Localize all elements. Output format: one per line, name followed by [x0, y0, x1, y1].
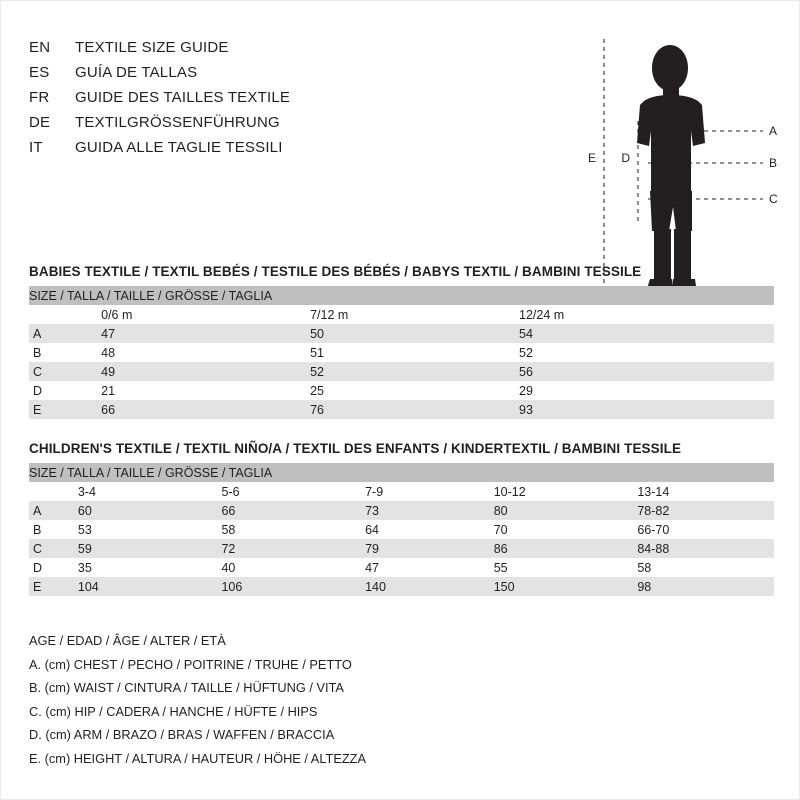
children-col-header-0: 3-4: [77, 484, 96, 499]
language-title: GUIDE DES TAILLES TEXTILE: [75, 89, 291, 106]
table-row: [29, 539, 774, 558]
babies-row-label: A: [33, 326, 42, 341]
legend-a-chest: A. (cm) CHEST / PECHO / POITRINE / TRUHE / PETTO: [29, 656, 352, 672]
children-cell: 66-70: [637, 522, 670, 537]
language-row-en: [29, 39, 449, 64]
language-title: TEXTILGRÖSSENFÜHRUNG: [75, 114, 280, 131]
babies-cell: 56: [519, 364, 533, 379]
children-cell: 73: [365, 503, 379, 518]
babies-cell: 93: [519, 402, 533, 417]
language-title: TEXTILE SIZE GUIDE: [75, 39, 229, 56]
children-band-row: [29, 463, 774, 482]
language-row-it: [29, 139, 449, 164]
children-cell: 84-88: [637, 541, 670, 556]
language-row-fr: [29, 89, 449, 114]
children-cell: 60: [77, 503, 92, 518]
language-row-es: [29, 64, 449, 89]
language-code: DE: [29, 114, 51, 131]
legend-d-arm: D. (cm) ARM / BRAZO / BRAS / WAFFEN / BRACCIA: [29, 727, 335, 742]
children-size-table: [29, 463, 774, 596]
table-row: [29, 501, 774, 520]
language-header-list: [29, 39, 449, 164]
children-cell: 47: [365, 560, 379, 575]
children-cell: 59: [77, 541, 92, 556]
children-cell: 80: [493, 503, 508, 518]
children-cell: 86: [493, 541, 508, 556]
children-header-corner: [29, 482, 74, 501]
babies-row-label: E: [33, 402, 42, 417]
babies-col-header-0: 0/6 m: [101, 307, 133, 322]
children-row-label: D: [33, 560, 43, 575]
legend-c-hip: C. (cm) HIP / CADERA / HANCHE / HÜFTE / HIPS: [29, 703, 318, 719]
babies-cell: 48: [101, 345, 116, 360]
language-title: GUÍA DE TALLAS: [75, 64, 198, 81]
table-row: [29, 324, 774, 343]
children-cell: 70: [493, 522, 508, 537]
babies-cell: 29: [519, 383, 533, 398]
table-row: [29, 343, 774, 362]
babies-cell: 54: [519, 326, 533, 341]
children-cell: 58: [637, 560, 652, 575]
babies-section-title: BABIES TEXTILE / TEXTIL BEBÉS / TESTILE DES BÉBÉS / BABYS TEXTIL / BAMBINI TESSILE: [29, 264, 642, 279]
children-header-row: [29, 482, 774, 501]
children-cell: 35: [77, 560, 92, 575]
children-row-label: B: [33, 522, 42, 537]
children-col-header-4: 13-14: [637, 484, 670, 499]
babies-header-corner: [29, 305, 97, 324]
babies-row-label: D: [33, 383, 43, 398]
children-cell: 98: [637, 579, 652, 594]
children-section-title: CHILDREN'S TEXTILE / TEXTIL NIÑO/A / TEXTIL DES ENFANTS / KINDERTEXTIL / BAMBINI TESSILE: [29, 441, 682, 456]
children-cell: 104: [77, 579, 99, 594]
babies-cell: 49: [101, 364, 116, 379]
children-col-header-2: 7-9: [365, 484, 384, 499]
children-band-label: SIZE / TALLA / TAILLE / GRÖSSE / TAGLIA: [29, 465, 273, 480]
babies-cell: 25: [310, 383, 324, 398]
babies-col-header-2: 12/24 m: [519, 307, 565, 322]
children-section: [29, 441, 774, 596]
children-cell: 106: [221, 579, 243, 594]
children-cell: 40: [221, 560, 236, 575]
children-row-label: C: [33, 541, 43, 556]
table-row: [29, 400, 774, 419]
babies-size-table: [29, 286, 774, 419]
babies-cell: 76: [310, 402, 324, 417]
language-code: FR: [29, 89, 50, 106]
language-code: EN: [29, 39, 51, 56]
babies-cell: 52: [519, 345, 533, 360]
children-cell: 64: [365, 522, 379, 537]
figure-label-e: E: [587, 151, 596, 165]
babies-row-label: C: [33, 364, 43, 379]
children-cell: 66: [221, 503, 236, 518]
language-code: IT: [29, 139, 43, 156]
legend-age: AGE / EDAD / ÂGE / ALTER / ETÀ: [29, 633, 226, 648]
babies-band-label: SIZE / TALLA / TAILLE / GRÖSSE / TAGLIA: [29, 288, 273, 303]
children-cell: 53: [77, 522, 92, 537]
children-col-header-3: 10-12: [493, 484, 526, 499]
table-row: [29, 381, 774, 400]
babies-cell: 50: [310, 326, 324, 341]
babies-cell: 66: [101, 402, 116, 417]
babies-cell: 21: [101, 383, 116, 398]
children-cell: 140: [365, 579, 386, 594]
babies-section: [29, 264, 774, 419]
children-cell: 150: [493, 579, 515, 594]
babies-row-label: B: [33, 345, 42, 360]
babies-cell: 52: [310, 364, 324, 379]
language-row-de: [29, 114, 449, 139]
children-cell: 72: [221, 541, 236, 556]
figure-label-b: B: [769, 156, 778, 170]
table-row: [29, 558, 774, 577]
language-code: ES: [29, 64, 50, 81]
children-row-label: E: [33, 579, 42, 594]
legend-b-waist: B. (cm) WAIST / CINTURA / TAILLE / HÜFTUNG / VITA: [29, 680, 344, 695]
legend-e-height: E. (cm) HEIGHT / ALTURA / HAUTEUR / HÖHE / ALTEZZA: [29, 750, 367, 766]
measurement-legend: [29, 629, 629, 770]
table-row: [29, 520, 774, 539]
babies-cell: 51: [310, 345, 324, 360]
table-row: [29, 577, 774, 596]
babies-col-header-1: 7/12 m: [310, 307, 349, 322]
children-cell: 55: [493, 560, 508, 575]
babies-header-row: [29, 305, 774, 324]
children-row-label: A: [33, 503, 42, 518]
children-cell: 79: [365, 541, 379, 556]
figure-label-a: A: [769, 124, 778, 138]
language-title: GUIDA ALLE TAGLIE TESSILI: [75, 139, 283, 156]
figure-label-d: D: [621, 151, 630, 165]
table-row: [29, 362, 774, 381]
babies-cell: 47: [101, 326, 116, 341]
child-silhouette: [637, 45, 705, 299]
babies-band-row: [29, 286, 774, 305]
children-cell: 58: [221, 522, 236, 537]
children-col-header-1: 5-6: [221, 484, 240, 499]
children-cell: 78-82: [637, 503, 670, 518]
figure-label-c: C: [769, 192, 778, 206]
